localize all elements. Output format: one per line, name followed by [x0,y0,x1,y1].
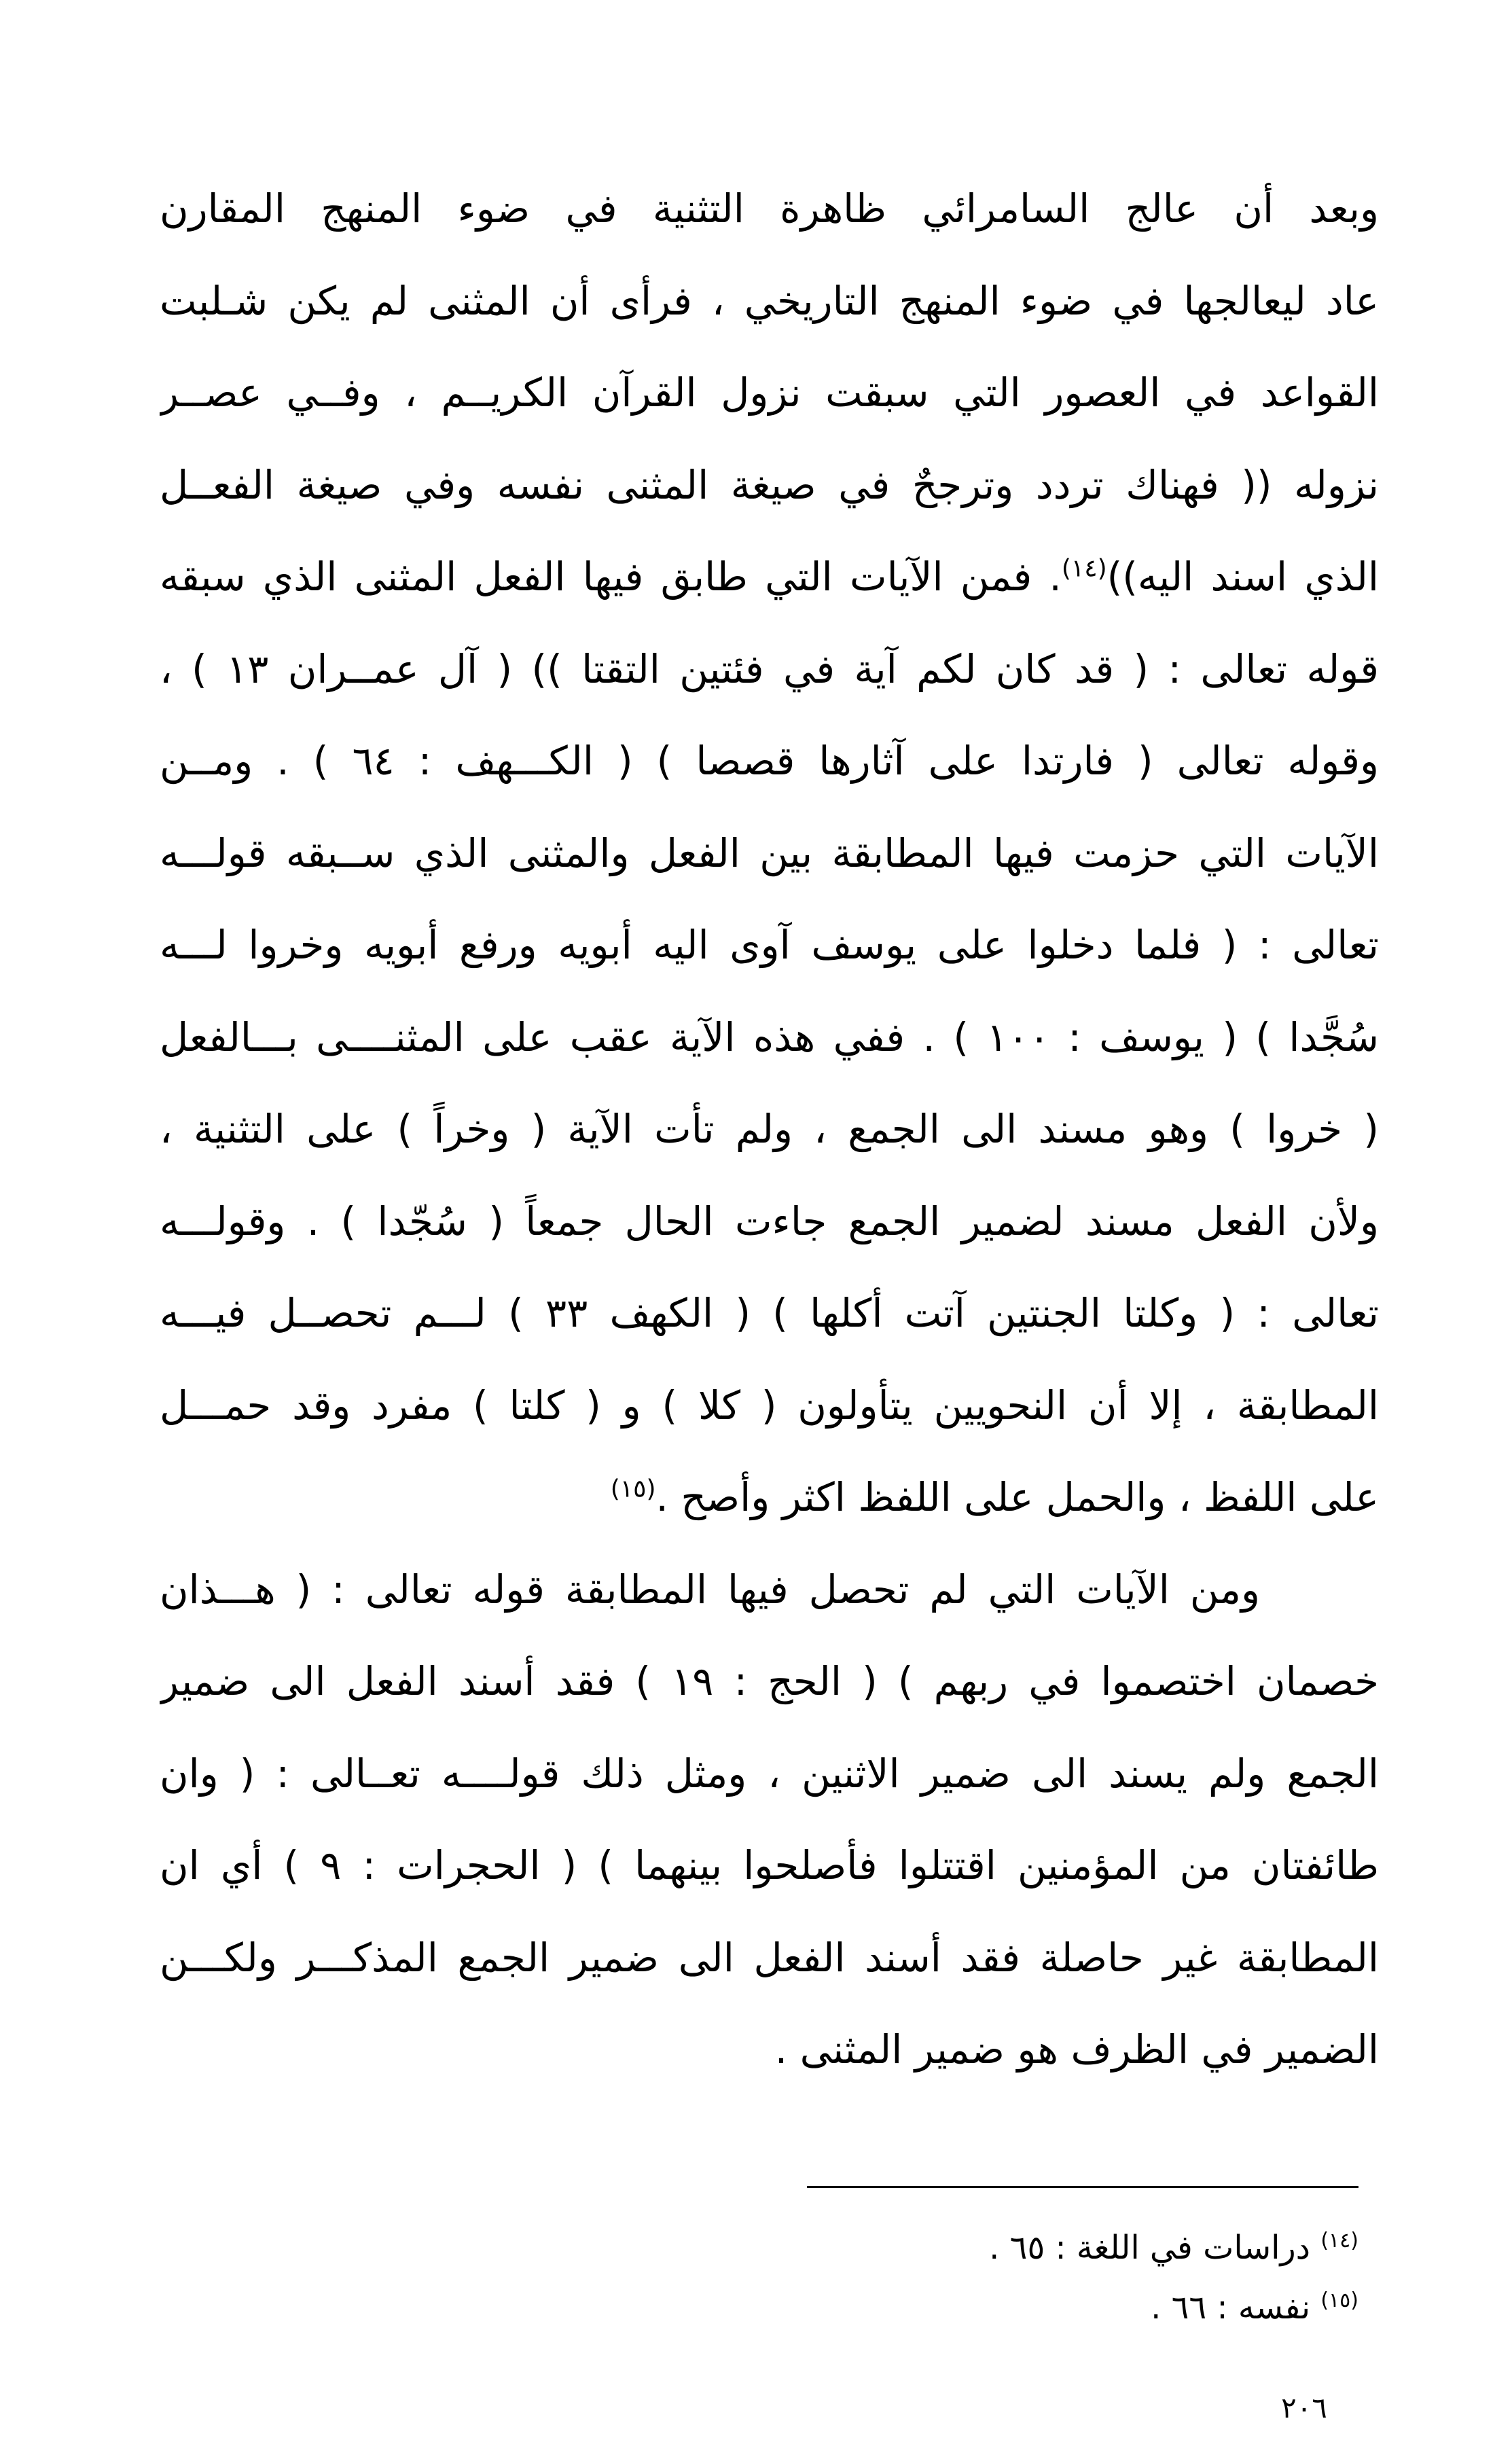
text-line: المطابقة ، إلا أن النحويين يتأولون ( كلا ) و ( كلتا ) مفرد وقد حمـــل [160,1382,1379,1429]
text-line: وقوله تعالى ( فارتدا على آثارها قصصا ) ( الكـــهف : ٦٤ ) . ومــن [160,738,1379,784]
text-segment: . فمن الآيات التي طابق فيها الفعل المثنى الذي سبقه [160,554,1062,600]
text-line: ( خروا ) وهو مسند الى الجمع ، ولم تأت الآية ( وخراً ) على التثنية ، [160,1106,1379,1152]
text-line: نزوله (( فهناك تردد وترجحٌ في صيغة المثنى نفسه وفي صيغة الفعــل [160,461,1379,508]
text-line: ولأن الفعل مسند لضمير الجمع جاءت الحال جمعاً ( سُجّدا ) . وقولـــه [160,1198,1379,1244]
text-line: القواعد في العصور التي سبقت نزول القرآن الكريــم ، وفــي عصــر [160,370,1379,416]
text-line: سُجَّدا ) ( يوسف : ١٠٠ ) . ففي هذه الآية عقب على المثنــــى بـــالفعل [160,1013,1379,1060]
footnote-text: نفسه : ٦٦ . [1151,2289,1311,2327]
text-segment: الذي اسند اليه)) [1106,554,1379,600]
footnote-ref-14: (١٤) [1061,554,1107,583]
text-line: تعالى : ( وكلتا الجنتين آتت أكلها ) ( الكهف ٣٣ ) لـــم تحصــل فيـــه [160,1290,1379,1336]
footnote-15 [815,2278,1358,2337]
text-line: طائفتان من المؤمنين اقتتلوا فأصلحوا بينهما ) ( الحجرات : ٩ ) أي ان [160,1842,1379,1888]
footnote-number: (١٤) [1320,2229,1358,2253]
footnote-14 [815,2218,1358,2278]
footnote-number: (١٥) [1320,2289,1358,2312]
paragraph-start-line: ومن الآيات التي لم تحصل فيها المطابقة قوله تعالى : ( هـــذان [160,1566,1260,1613]
text-line: عاد ليعالجها في ضوء المنهج التاريخي ، فرأى أن المثنى لم يكن شـلبت [160,277,1379,324]
text-line: الآيات التي حزمت فيها المطابقة بين الفعل والمثنى الذي ســبقه قولـــه [160,829,1379,876]
footnote-text: دراسات في اللغة : ٦٥ . [989,2229,1311,2267]
text-line: المطابقة غير حاصلة فقد أسند الفعل الى ضمير الجمع المذكـــر ولكـــن [160,1934,1379,1981]
text-line: الضمير في الظرف هو ضمير المثنى . [774,2026,1379,2073]
text-line: تعالى : ( فلما دخلوا على يوسف آوى اليه أبويه ورفع أبويه وخروا لـــه [160,922,1379,968]
footnote-ref-15: (١٥) [610,1475,656,1503]
text-line-with-footnote [160,1452,1379,1544]
page-number: ٢٠٦ [1281,2391,1327,2424]
text-line: قوله تعالى : ( قد كان لكم آية في فئتين التقتا )) ( آل عمــران ١٣ ) ، [160,645,1379,692]
body-text [160,163,1379,2096]
footnotes [815,2218,1358,2337]
text-segment: على اللفظ ، والحمل على اللفظ اكثر وأصح . [655,1474,1379,1520]
text-line: وبعد أن عالج السامرائي ظاهرة التثنية في ضوء المنهج المقارن [160,185,1379,232]
text-line: خصمان اختصموا في ربهم ) ( الحج : ١٩ ) فقد أسند الفعل الى ضمير [160,1658,1379,1704]
text-line-with-footnote [160,531,1379,624]
text-line: الجمع ولم يسند الى ضمير الاثنين ، ومثل ذلك قولــــه تعــالى : ( وان [160,1750,1379,1797]
footnote-separator [807,2186,1358,2188]
